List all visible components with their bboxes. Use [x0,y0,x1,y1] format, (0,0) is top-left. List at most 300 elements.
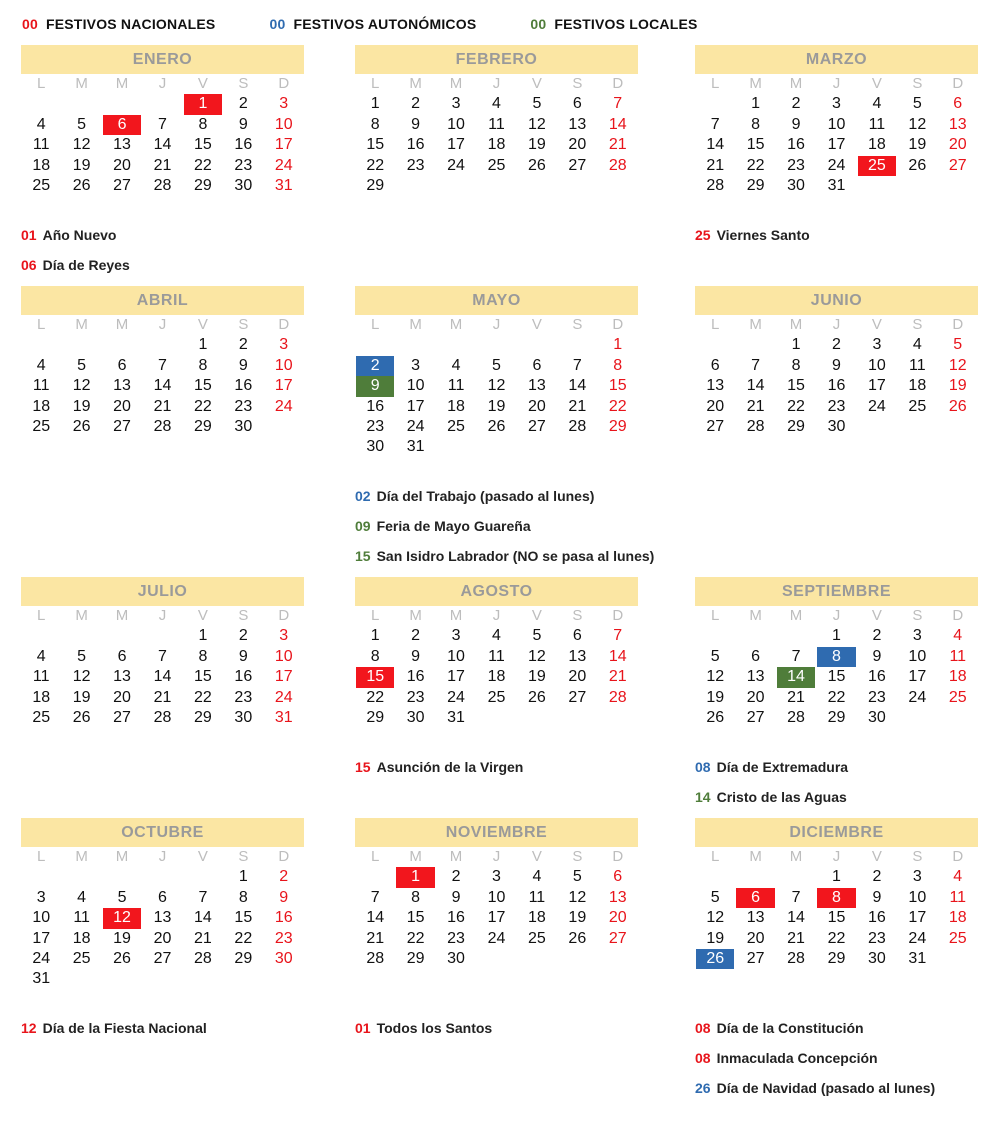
weekday-header: M [409,75,422,92]
day-cell: 4 [36,356,46,374]
day-cell: 27 [706,417,725,435]
day-cell: 29 [234,949,253,967]
day-cell: 3 [279,627,289,645]
day-cell: 21 [153,397,172,415]
day-cell: 6 [751,647,761,665]
day-cell: 11 [488,647,505,665]
day-cell: 24 [447,688,465,706]
legend-label: FESTIVOS AUTONÓMICOS [293,16,477,32]
day-cell: 30 [868,708,886,726]
weekday-header: L [371,848,380,865]
month-grid [21,74,304,196]
day-cell: 14 [608,647,627,665]
month-agosto [355,577,638,728]
weekday-header: V [197,316,208,333]
empty-cell [735,626,775,646]
empty-cell [695,335,735,355]
weekday-header: V [197,607,208,624]
day-cell: 21 [153,688,172,706]
legend-code: 00 [530,16,547,32]
empty-cell [776,626,816,646]
day-cell: 2 [872,627,882,645]
weekday-header: D [612,607,624,624]
weekday-header: M [449,607,463,624]
day-cell: 10 [274,115,293,133]
day-cell: 20 [746,929,765,947]
day-cell: 6 [117,356,127,374]
day-cell: 10 [868,356,886,374]
empty-cell [735,335,775,355]
day-cell: 4 [953,627,963,645]
day-cell: 28 [568,417,587,435]
day-cell: 31 [274,176,293,194]
weekday-header: J [492,848,501,865]
empty-cell [776,867,816,887]
day-cell: 2 [832,336,841,354]
day-cell: 13 [153,909,172,927]
day-cell: 26 [568,929,587,947]
day-cell: 11 [447,377,465,395]
day-cell: 20 [153,929,172,947]
day-cell: 28 [153,708,172,726]
weekday-header: M [75,316,88,333]
weekday-header: V [531,75,542,92]
day-cell: 13 [113,136,131,154]
day-cell: 18 [487,136,506,154]
holiday-note-label: Día de Extremadura [716,759,849,775]
day-cell: 19 [706,929,725,947]
day-cell: 21 [568,397,587,415]
day-cell: 26 [487,417,506,435]
day-cell: 1 [832,627,841,645]
weekday-header: J [832,607,841,624]
day-cell: 17 [908,909,927,927]
day-cell: 10 [274,647,293,665]
day-cell: 11 [73,909,90,927]
month-diciembre [695,818,978,969]
day-cell: 31 [827,176,846,194]
day-cell: 10 [908,888,927,906]
day-cell: 1 [791,336,801,354]
day-cell: 29 [746,176,765,194]
weekday-header: V [197,848,208,865]
day-cell: 5 [532,627,542,645]
weekday-header: D [278,75,290,92]
day-cell: 26 [72,708,91,726]
day-cell: 29 [787,417,805,435]
empty-cell [183,867,223,887]
day-cell: 18 [72,929,91,947]
day-cell: 30 [406,708,425,726]
holiday-day-cell: 2 [356,356,394,376]
weekday-header: V [871,848,882,865]
holiday-note-day: 01 [355,1020,371,1036]
holiday-note [21,255,130,285]
month-grid [695,847,978,969]
weekday-header: D [278,316,290,333]
day-cell: 8 [370,115,380,133]
day-cell: 10 [447,647,465,665]
day-cell: 18 [528,909,546,927]
holiday-note-day: 26 [695,1080,711,1096]
day-cell: 16 [274,909,293,927]
empty-cell [355,867,395,887]
day-cell: 25 [948,929,967,947]
month-title: OCTUBRE [21,818,304,847]
day-cell: 29 [608,417,627,435]
empty-cell [517,335,557,355]
day-cell: 14 [608,115,627,133]
day-cell: 6 [613,868,623,886]
day-cell: 30 [274,949,293,967]
day-cell: 20 [608,909,627,927]
day-cell: 6 [158,888,167,906]
day-cell: 24 [487,929,506,947]
day-cell: 14 [366,909,385,927]
day-cell: 29 [406,949,425,967]
day-cell: 14 [153,668,172,686]
holiday-day-cell: 25 [858,156,896,176]
day-cell: 27 [746,708,765,726]
day-cell: 15 [194,377,212,395]
day-cell: 15 [827,909,846,927]
day-cell: 17 [274,377,293,395]
holiday-note [695,1078,935,1108]
weekday-header: V [871,607,882,624]
day-cell: 1 [751,95,761,113]
weekday-header: S [912,607,923,624]
empty-cell [695,867,735,887]
weekday-header: L [371,607,380,624]
day-cell: 20 [948,136,967,154]
month-title: MAYO [355,286,638,315]
day-cell: 27 [528,417,546,435]
day-cell: 23 [406,156,425,174]
holiday-note [355,516,654,546]
month-title: SEPTIEMBRE [695,577,978,606]
day-cell: 15 [787,377,805,395]
day-cell: 11 [949,647,967,665]
day-cell: 17 [32,929,51,947]
day-cell: 9 [791,115,801,133]
day-cell: 4 [953,868,963,886]
day-cell: 23 [406,688,425,706]
day-cell: 14 [194,909,212,927]
day-cell: 4 [36,115,46,133]
weekday-header: M [75,848,88,865]
day-cell: 3 [36,888,46,906]
day-cell: 5 [912,95,922,113]
month-title: JULIO [21,577,304,606]
day-cell: 28 [787,949,805,967]
day-cell: 20 [113,156,131,174]
day-cell: 18 [32,688,51,706]
legend-item-locales [530,16,697,32]
day-cell: 23 [447,929,465,947]
weekday-header: V [871,75,882,92]
day-cell: 15 [366,136,385,154]
month-marzo [695,45,978,196]
day-cell: 4 [36,647,46,665]
day-cell: 22 [194,688,212,706]
day-cell: 25 [32,417,51,435]
month-title: DICIEMBRE [695,818,978,847]
holiday-note [355,486,654,516]
day-cell: 18 [948,668,967,686]
weekday-header: V [531,607,542,624]
legend-label: FESTIVOS NACIONALES [45,16,216,32]
day-cell: 8 [238,888,248,906]
day-cell: 7 [158,115,167,133]
day-cell: 24 [908,929,927,947]
holiday-note-day: 08 [695,1020,711,1036]
weekday-header: J [158,316,167,333]
day-cell: 19 [72,688,91,706]
day-cell: 16 [827,377,846,395]
day-cell: 4 [872,95,882,113]
weekday-header: S [572,607,583,624]
empty-cell [436,335,476,355]
empty-cell [142,94,182,114]
holiday-note-day: 15 [355,759,371,775]
day-cell: 13 [568,647,587,665]
month-grid [695,315,978,437]
weekday-header: S [912,316,923,333]
weekday-header: M [749,607,762,624]
legend-label: FESTIVOS LOCALES [554,16,698,32]
day-cell: 8 [198,115,208,133]
day-cell: 6 [572,95,582,113]
weekday-header: L [37,607,46,624]
day-cell: 20 [746,688,765,706]
day-cell: 30 [366,438,385,456]
day-cell: 27 [113,417,131,435]
month-grid [355,606,638,728]
holiday-note-label: Día de Navidad (pasado al lunes) [716,1080,936,1096]
day-cell: 13 [528,377,546,395]
day-cell: 24 [274,397,293,415]
day-cell: 5 [572,868,582,886]
holiday-day-cell: 1 [184,94,222,114]
day-cell: 5 [117,888,127,906]
day-cell: 11 [32,668,50,686]
day-cell: 13 [706,377,725,395]
day-cell: 24 [868,397,886,415]
weekday-header: J [158,75,167,92]
month-title: MARZO [695,45,978,74]
empty-cell [61,867,101,887]
day-cell: 28 [153,176,172,194]
holiday-note [355,546,654,576]
day-cell: 7 [613,627,623,645]
empty-cell [476,335,516,355]
holiday-day-cell: 12 [103,908,141,928]
day-cell: 13 [948,115,967,133]
day-cell: 8 [751,115,761,133]
day-cell: 23 [234,397,253,415]
day-cell: 3 [411,356,421,374]
month-title: FEBRERO [355,45,638,74]
weekday-header: M [75,607,88,624]
weekday-header: V [531,848,542,865]
month-grid [355,315,638,458]
weekday-header: M [789,607,803,624]
day-cell: 8 [791,356,801,374]
weekday-header: S [572,75,583,92]
day-cell: 25 [447,417,465,435]
holiday-notes-agosto [355,757,523,787]
day-cell: 16 [406,136,425,154]
day-cell: 15 [608,377,627,395]
day-cell: 7 [710,115,720,133]
day-cell: 27 [948,156,967,174]
day-cell: 14 [153,136,172,154]
holiday-day-cell: 9 [356,376,394,396]
day-cell: 25 [72,949,91,967]
day-cell: 22 [608,397,627,415]
day-cell: 4 [912,336,922,354]
day-cell: 3 [492,868,501,886]
month-grid [355,74,638,196]
day-cell: 2 [238,95,248,113]
holiday-note-label: San Isidro Labrador (NO se pasa al lunes) [376,548,655,564]
day-cell: 20 [113,688,131,706]
day-cell: 11 [868,115,886,133]
day-cell: 4 [451,356,461,374]
weekday-header: M [449,316,463,333]
weekday-header: M [409,316,422,333]
day-cell: 7 [158,356,167,374]
weekday-header: L [711,607,720,624]
month-grid [695,606,978,728]
day-cell: 11 [488,115,505,133]
day-cell: 14 [706,136,725,154]
weekday-header: L [711,848,720,865]
weekday-header: S [572,848,583,865]
day-cell: 9 [238,115,248,133]
day-cell: 5 [532,95,542,113]
day-cell: 18 [487,668,506,686]
day-cell: 26 [72,176,91,194]
month-grid [355,847,638,969]
weekday-header: J [832,316,841,333]
weekday-header: M [789,75,803,92]
weekday-header: M [749,848,762,865]
weekday-header: V [871,316,882,333]
day-cell: 21 [608,668,627,686]
day-cell: 15 [406,909,425,927]
day-cell: 22 [194,156,212,174]
day-cell: 17 [487,909,506,927]
day-cell: 1 [832,868,841,886]
day-cell: 6 [117,647,127,665]
day-cell: 30 [234,708,253,726]
day-cell: 25 [487,688,506,706]
day-cell: 9 [451,888,461,906]
day-cell: 24 [32,949,51,967]
holiday-note-day: 15 [355,548,371,564]
day-cell: 23 [827,397,846,415]
holiday-note [695,787,848,817]
day-cell: 25 [528,929,546,947]
day-cell: 28 [787,708,805,726]
day-cell: 12 [487,377,506,395]
weekday-header: S [572,316,583,333]
holiday-note [695,1048,935,1078]
day-cell: 6 [572,627,582,645]
weekday-header: M [409,848,422,865]
day-cell: 17 [827,136,846,154]
day-cell: 17 [274,668,293,686]
day-cell: 26 [948,397,967,415]
day-cell: 18 [32,156,51,174]
day-cell: 28 [366,949,385,967]
day-cell: 29 [194,708,212,726]
weekday-header: S [912,75,923,92]
holiday-note [355,1018,492,1048]
weekday-header: S [912,848,923,865]
day-cell: 27 [568,688,587,706]
day-cell: 31 [908,949,927,967]
holiday-note [695,1018,935,1048]
holiday-note-label: Año Nuevo [42,227,117,243]
weekday-header: L [371,316,380,333]
day-cell: 2 [238,336,248,354]
empty-cell [102,626,142,646]
day-cell: 21 [153,156,172,174]
holiday-note-label: Día de Reyes [42,257,130,273]
weekday-header: J [492,607,501,624]
day-cell: 21 [706,156,725,174]
empty-cell [61,626,101,646]
day-cell: 3 [912,868,922,886]
holiday-note-day: 12 [21,1020,37,1036]
day-cell: 5 [710,647,720,665]
holiday-note-label: Día del Trabajo (pasado al lunes) [376,488,595,504]
day-cell: 6 [953,95,963,113]
day-cell: 18 [32,397,51,415]
holiday-notes-septiembre [695,757,848,817]
day-cell: 21 [194,929,212,947]
day-cell: 27 [746,949,765,967]
weekday-header: L [37,75,46,92]
day-cell: 19 [908,136,927,154]
day-cell: 29 [366,708,385,726]
day-cell: 18 [447,397,465,415]
weekday-header: M [75,75,88,92]
day-cell: 19 [528,668,546,686]
day-cell: 12 [568,888,587,906]
day-cell: 15 [194,668,212,686]
day-cell: 15 [194,136,212,154]
day-cell: 12 [706,668,725,686]
day-cell: 26 [528,688,546,706]
day-cell: 24 [274,688,293,706]
day-cell: 13 [113,377,131,395]
day-cell: 16 [787,136,805,154]
weekday-header: J [492,75,501,92]
month-title: ABRIL [21,286,304,315]
holiday-note-label: Feria de Mayo Guareña [376,518,531,534]
day-cell: 13 [608,888,627,906]
day-cell: 20 [528,397,546,415]
weekday-header: M [449,848,463,865]
month-septiembre [695,577,978,728]
holiday-note-label: Viernes Santo [716,227,810,243]
day-cell: 26 [706,708,725,726]
day-cell: 10 [274,356,293,374]
holiday-note-label: Día de la Constitución [716,1020,864,1036]
